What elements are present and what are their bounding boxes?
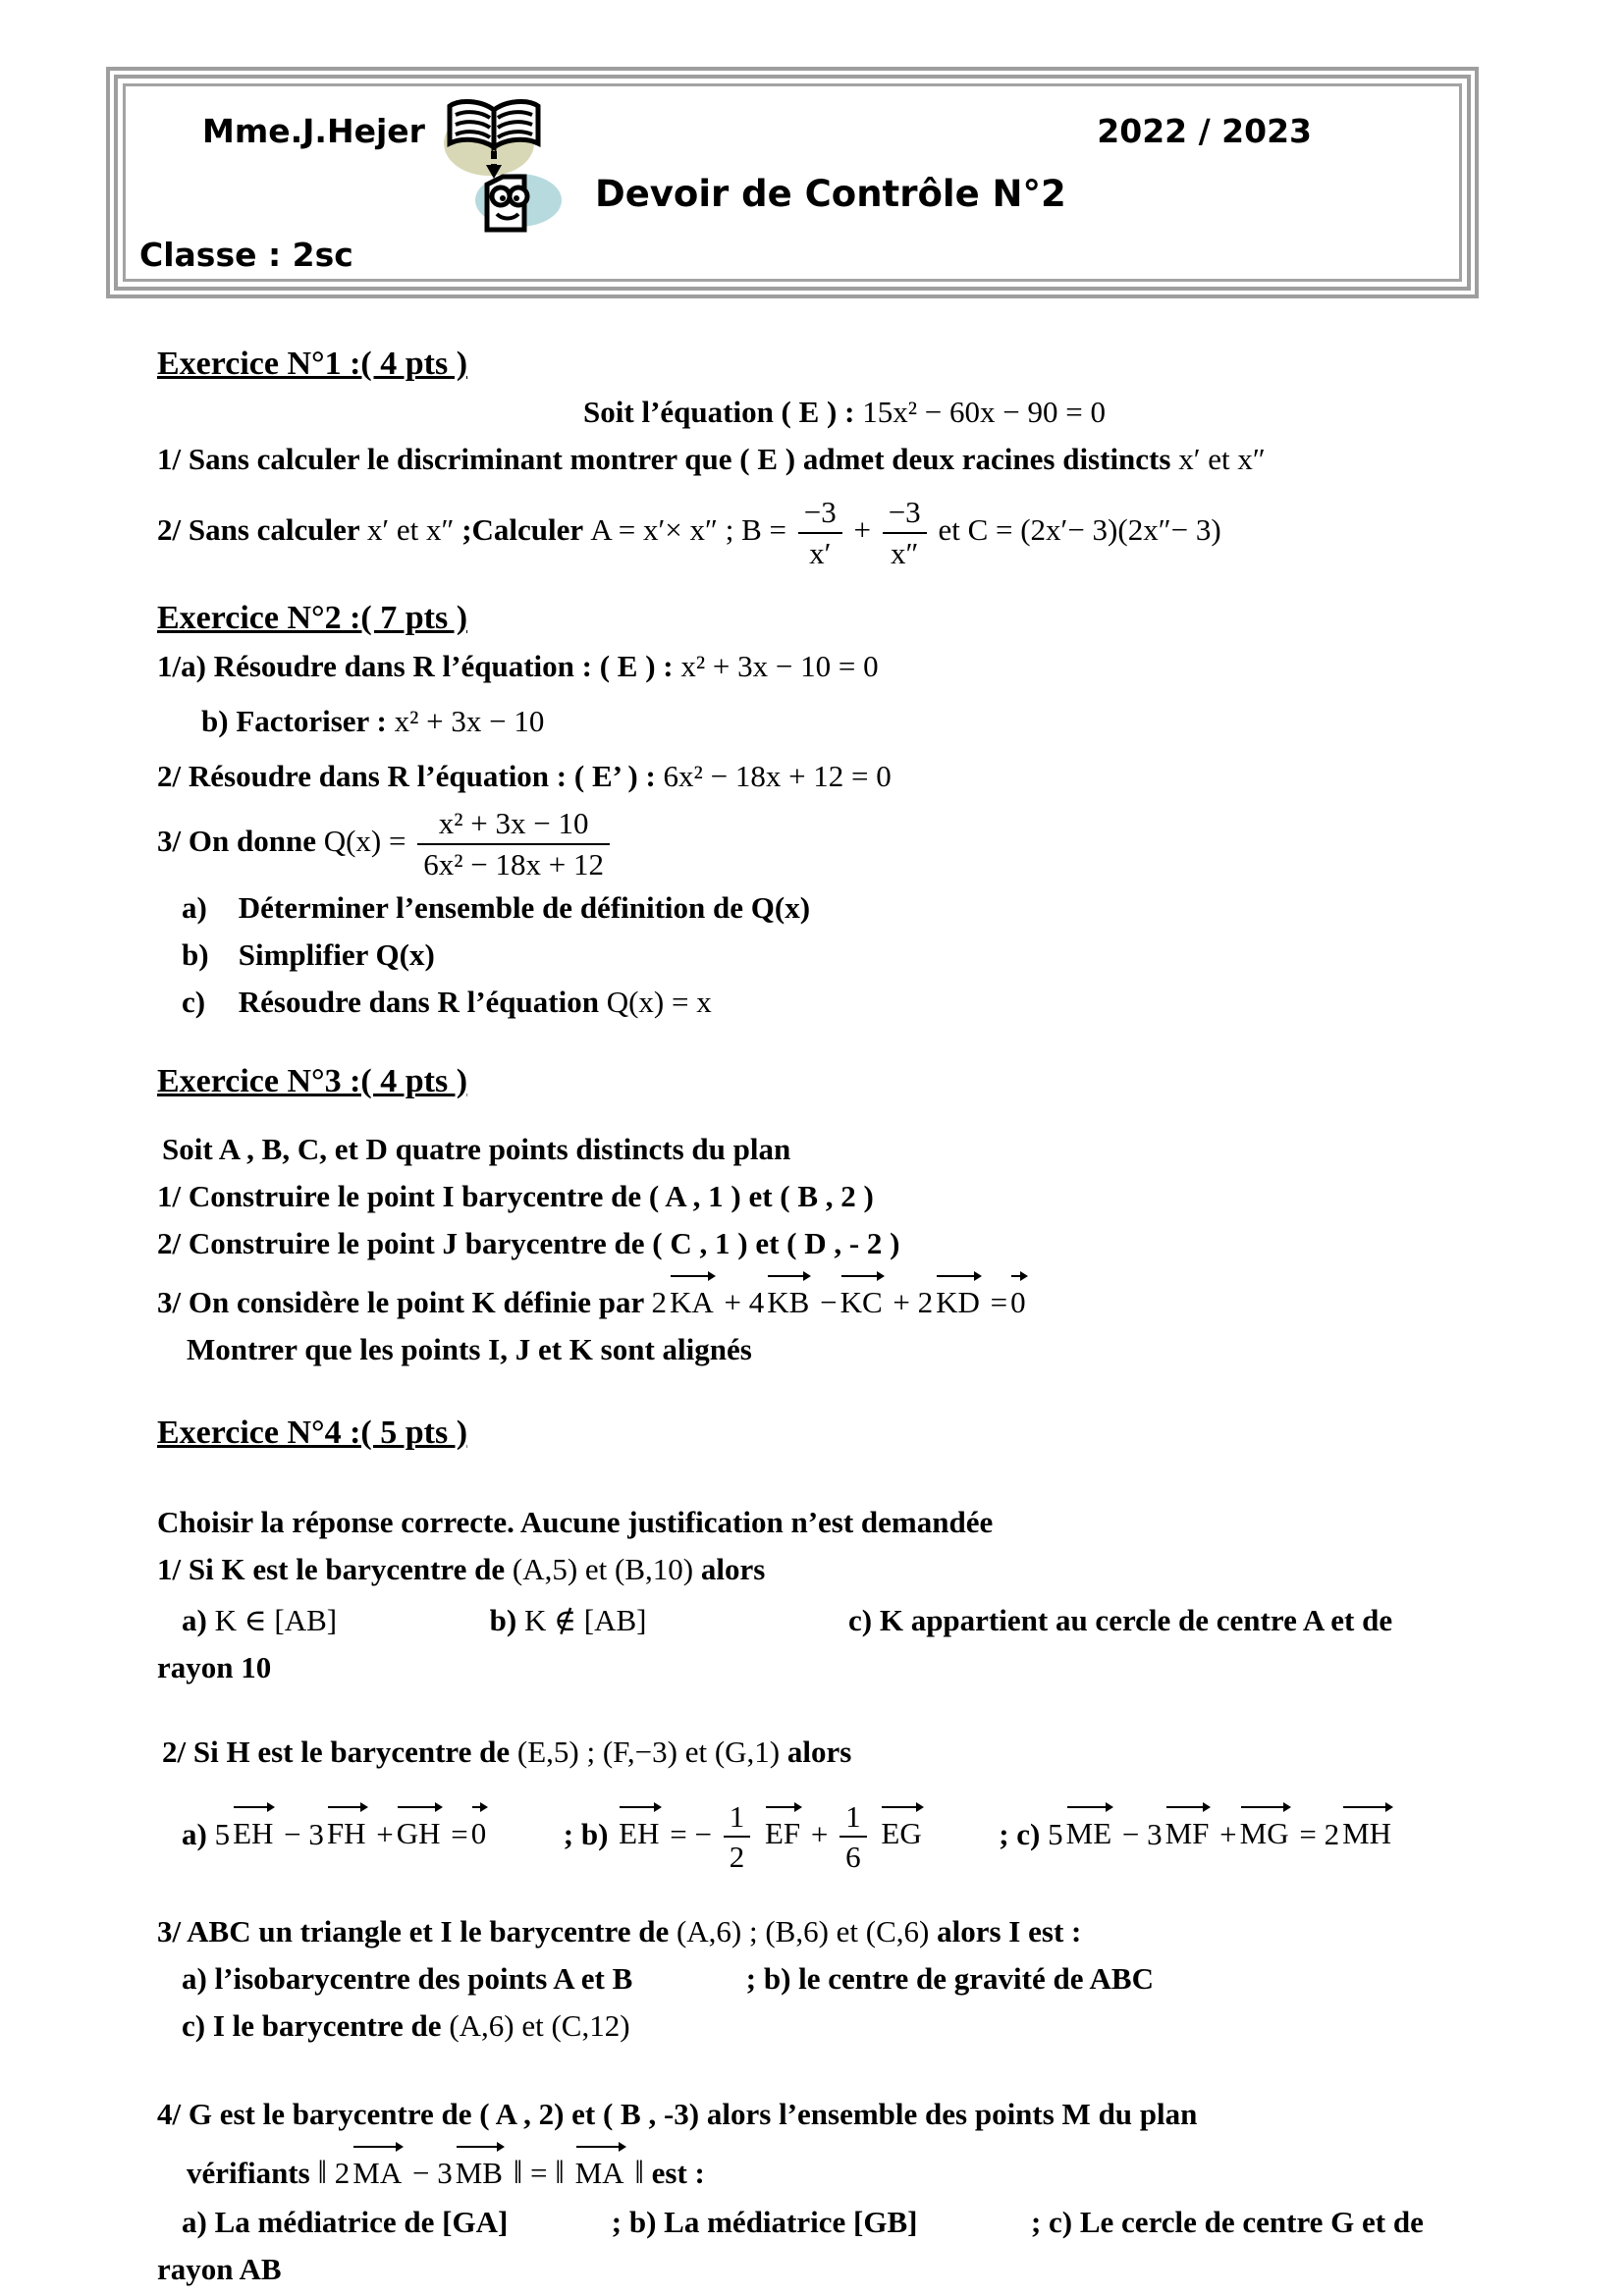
ex3-q3-op2: − <box>820 1284 838 1319</box>
ex2-item-a-text: Déterminer l’ensemble de définition de Q(x) <box>238 889 811 925</box>
ex2-heading: Exercice N°2 :( 7 pts ) <box>157 600 468 637</box>
vector-MA: MA <box>575 2152 624 2195</box>
ex2-question-1b <box>201 700 1492 743</box>
ex4-q2a-equals: = <box>451 1816 468 1851</box>
ex1-q2-separator: ; <box>725 511 734 547</box>
ex4-q4-equals: = <box>530 2155 548 2190</box>
vector-MF: MF <box>1165 1812 1210 1855</box>
ex2-item-b-text: Simplifier Q(x) <box>238 936 435 972</box>
vector-zero: 0 <box>471 1812 487 1855</box>
ex1-intro-label: Soit l’équation ( E ) : <box>583 395 855 429</box>
exam-title: Devoir de Contrôle N°2 <box>595 173 1066 215</box>
ex1-q2-math1: x′ et x″ <box>366 511 455 547</box>
header-box <box>106 67 1479 298</box>
ex2-q3-text: 3/ On donne <box>157 824 316 859</box>
ex4-q4c-text: ; c) Le cercle de centre G et de <box>1030 2204 1424 2239</box>
ex4-q4-coef: 2 <box>334 2155 351 2190</box>
ex3-q3-text: 3/ On considère le point K définie par <box>157 1284 644 1319</box>
ex1-q2-et: et <box>938 511 960 547</box>
ex2-item-a-label: a) <box>182 889 207 925</box>
school-year: 2022 / 2023 <box>1097 112 1312 150</box>
fraction-one-half: $\frac{1}{2}$ <box>724 1799 751 1875</box>
vector-MH: MH <box>1342 1812 1391 1855</box>
vector-ME: ME <box>1066 1812 1112 1855</box>
ex4-q2-text2: alors <box>786 1734 852 1769</box>
ex3-question-3 <box>157 1269 1492 1324</box>
fraction-minus3-over-xdoubleprime: $\frac{-3}{x''}$ <box>883 495 927 570</box>
ex2-q1b-math: x² + 3x − 10 <box>394 704 545 739</box>
ex4-q2-text1: 2/ Si H est le barycentre de <box>162 1734 511 1769</box>
ex4-q2c-op1: − 3 <box>1121 1816 1163 1851</box>
ex4-q3-text2: alors I est : <box>937 1913 1082 1949</box>
ex1-q1-text: 1/ Sans calculer le discriminant montrer que ( E ) admet deux racines distincts <box>157 442 1171 476</box>
ex4-q2a-op2: + <box>376 1816 394 1851</box>
ex1-question-2 <box>157 495 1492 570</box>
ex2-q3-lhs: Q(x) = <box>323 824 406 859</box>
teacher-name: Mme.J.Hejer <box>202 112 425 150</box>
ex4-q4c-cont: rayon AB <box>157 2251 282 2286</box>
ex4-q3c-text: c) I le barycentre de <box>182 2007 442 2043</box>
ex4-q3-options-ab <box>182 1957 1492 2001</box>
ex1-q2-text2: ;Calculer <box>461 511 583 547</box>
ex2-item-a <box>182 886 1492 930</box>
ex2-item-c-label: c) <box>182 984 206 1019</box>
ex1-q1-math: x′ et x″ <box>1178 442 1266 476</box>
ex4-q2c-equals: = 2 <box>1299 1816 1340 1851</box>
vector-EF: EF <box>765 1812 800 1855</box>
ex4-question-2 <box>162 1731 1492 1774</box>
ex2-item-b <box>182 934 1492 977</box>
ex4-q1-text2: alors <box>700 1551 766 1586</box>
ex4-q4-est: est : <box>651 2155 705 2190</box>
ex3-q3-op1: + 4 <box>724 1284 765 1319</box>
ex4-q1b-math: K ∉ [AB] <box>523 1602 647 1637</box>
fraction-Qx: $\frac{\text{x² + 3x − 10}}{\text{6x² − 18x + 12}}$ <box>417 806 610 881</box>
fraction-one-sixth: $\frac{1}{6}$ <box>839 1799 867 1875</box>
ex3-question-1: 1/ Construire le point I barycentre de ( A , 1 ) et ( B , 2 ) <box>157 1178 874 1213</box>
ex4-q4-condition <box>187 2140 1492 2195</box>
ex4-q2a-coef: 5 <box>214 1816 231 1851</box>
vector-GH: GH <box>397 1812 441 1855</box>
ex1-q2-B-lhs: B = <box>741 511 786 547</box>
ex4-q4-op1: − 3 <box>411 2155 453 2190</box>
ex4-q3-text1: 3/ ABC un triangle et I le barycentre de <box>157 1913 670 1949</box>
ex4-q3a-text: a) l’isobarycentre des points A et B <box>182 1960 633 1996</box>
ex4-q2c-coef: 5 <box>1048 1816 1063 1851</box>
norm-bar: ‖ <box>555 2154 565 2191</box>
vector-MG: MG <box>1240 1812 1289 1855</box>
ex2-question-1a <box>157 645 1492 688</box>
norm-bar: ‖ <box>513 2154 523 2191</box>
ex4-q2c-label: ; c) <box>999 1816 1041 1851</box>
vector-KD: KD <box>936 1281 980 1324</box>
ex4-q1a-label: a) <box>182 1602 207 1637</box>
ex4-q1a-math: K ∈ [AB] <box>214 1602 338 1637</box>
ex4-q3-math: (A,6) ; (B,6) et (C,6) <box>676 1913 930 1949</box>
ex4-question-4: 4/ G est le barycentre de ( A , 2) et ( B , -3) alors l’ensemble des points M du plan <box>157 2096 1198 2131</box>
vector-zero: 0 <box>1010 1281 1026 1324</box>
ex4-q1-text1: 1/ Si K est le barycentre de <box>157 1551 506 1586</box>
vector-KB: KB <box>767 1281 809 1324</box>
ex2-item-c-text: Résoudre dans R l’équation <box>238 984 599 1019</box>
ex2-item-b-label: b) <box>182 936 209 972</box>
ex4-q3b-text: ; b) le centre de gravité de ABC <box>745 1960 1154 1996</box>
ex1-question-1 <box>157 438 1492 481</box>
vector-KA: KA <box>670 1281 714 1324</box>
ex4-q1-options <box>182 1599 1492 1642</box>
ex4-q2b-plus: + <box>810 1816 829 1851</box>
ex1-intro <box>157 391 1492 434</box>
ex4-heading: Exercice N°4 :( 5 pts ) <box>157 1414 468 1451</box>
ex2-q1b-text: b) Factoriser : <box>201 704 387 739</box>
vector-MA: MA <box>352 2152 402 2195</box>
ex4-q4b-text: ; b) La médiatrice [GB] <box>611 2204 918 2239</box>
ex3-q3-coef1: 2 <box>651 1284 667 1319</box>
ex3-q3-op3: + 2 <box>893 1284 934 1319</box>
ex3-intro: Soit A , B, C, et D quatre points distincts du plan <box>162 1131 791 1166</box>
ex4-q2c-op2: + <box>1219 1816 1237 1851</box>
ex2-item-c <box>182 981 1492 1024</box>
ex4-q1c-text: c) K appartient au cercle de centre A et de <box>848 1602 1393 1637</box>
ex4-q2-math: (E,5) ; (F,−3) et (G,1) <box>516 1734 781 1769</box>
vector-FH: FH <box>327 1812 366 1855</box>
ex4-q2b-label: ; b) <box>563 1816 609 1851</box>
ex2-q1a-text: 1/a) Résoudre dans R l’équation : ( E ) : <box>157 649 674 684</box>
ex3-question-2: 2/ Construire le point J barycentre de ( C , 1 ) et ( D , - 2 ) <box>157 1225 900 1260</box>
ex4-q4-verif: vérifiants <box>187 2155 310 2190</box>
ex1-heading: Exercice N°1 :( 4 pts ) <box>157 346 468 382</box>
ex4-question-1 <box>157 1548 1492 1591</box>
ex4-q2-options <box>182 1788 1492 1875</box>
ex4-q2a-label: a) <box>182 1816 207 1851</box>
vector-EH: EH <box>619 1812 659 1855</box>
ex1-intro-equation: 15x² − 60x − 90 = 0 <box>862 395 1106 429</box>
vector-MB: MB <box>456 2152 503 2195</box>
ex2-q2-math: 6x² − 18x + 12 = 0 <box>663 759 892 794</box>
ex2-q2-text: 2/ Résoudre dans R l’équation : ( E’ ) : <box>157 759 656 794</box>
ex2-q1a-math: x² + 3x − 10 = 0 <box>680 649 879 684</box>
ex3-question-3-note: Montrer que les points I, J et K sont alignés <box>187 1331 752 1366</box>
ex4-question-3 <box>157 1910 1492 1953</box>
ex4-intro: Choisir la réponse correcte. Aucune justification n’est demandée <box>157 1504 994 1539</box>
ex4-q1c-cont: rayon 10 <box>157 1649 272 1684</box>
ex4-q4a-text: a) La médiatrice de [GA] <box>182 2204 509 2239</box>
ex4-q3c-math: (A,6) et (C,12) <box>449 2007 630 2043</box>
ex3-q3-equals: = <box>990 1284 1008 1319</box>
ex1-q2-plus: + <box>853 511 871 547</box>
norm-bar: ‖ <box>634 2154 644 2191</box>
ex2-item-c-math: Q(x) = x <box>606 984 712 1019</box>
ex4-q4-options <box>182 2201 1492 2244</box>
ex4-q3-option-c <box>182 2004 1492 2048</box>
vector-EH: EH <box>233 1812 273 1855</box>
norm-bar: ‖ <box>317 2154 328 2191</box>
ex2-question-3 <box>157 806 1492 881</box>
ex4-q2a-op1: − 3 <box>284 1816 324 1851</box>
ex4-q2b-equals: = − <box>670 1816 712 1851</box>
ex4-q1b-label: b) <box>489 1602 517 1637</box>
ex3-heading: Exercice N°3 :( 4 pts ) <box>157 1062 468 1099</box>
exam-body <box>157 346 1492 2295</box>
class-label: Classe : 2sc <box>139 236 353 274</box>
ex2-question-2 <box>157 755 1492 798</box>
open-book-clipart-icon <box>438 94 566 241</box>
ex1-q2-C: C = (2x′− 3)(2x″− 3) <box>967 511 1221 547</box>
fraction-minus3-over-xprime: $\frac{-3}{x'}$ <box>798 495 842 570</box>
ex4-q1-math: (A,5) et (B,10) <box>512 1551 694 1586</box>
ex1-q2-product: A = x′× x″ <box>590 511 718 547</box>
header-box-inner <box>123 83 1462 282</box>
vector-EG: EG <box>881 1812 921 1855</box>
vector-KC: KC <box>840 1281 883 1324</box>
ex1-q2-text1: 2/ Sans calculer <box>157 511 360 547</box>
